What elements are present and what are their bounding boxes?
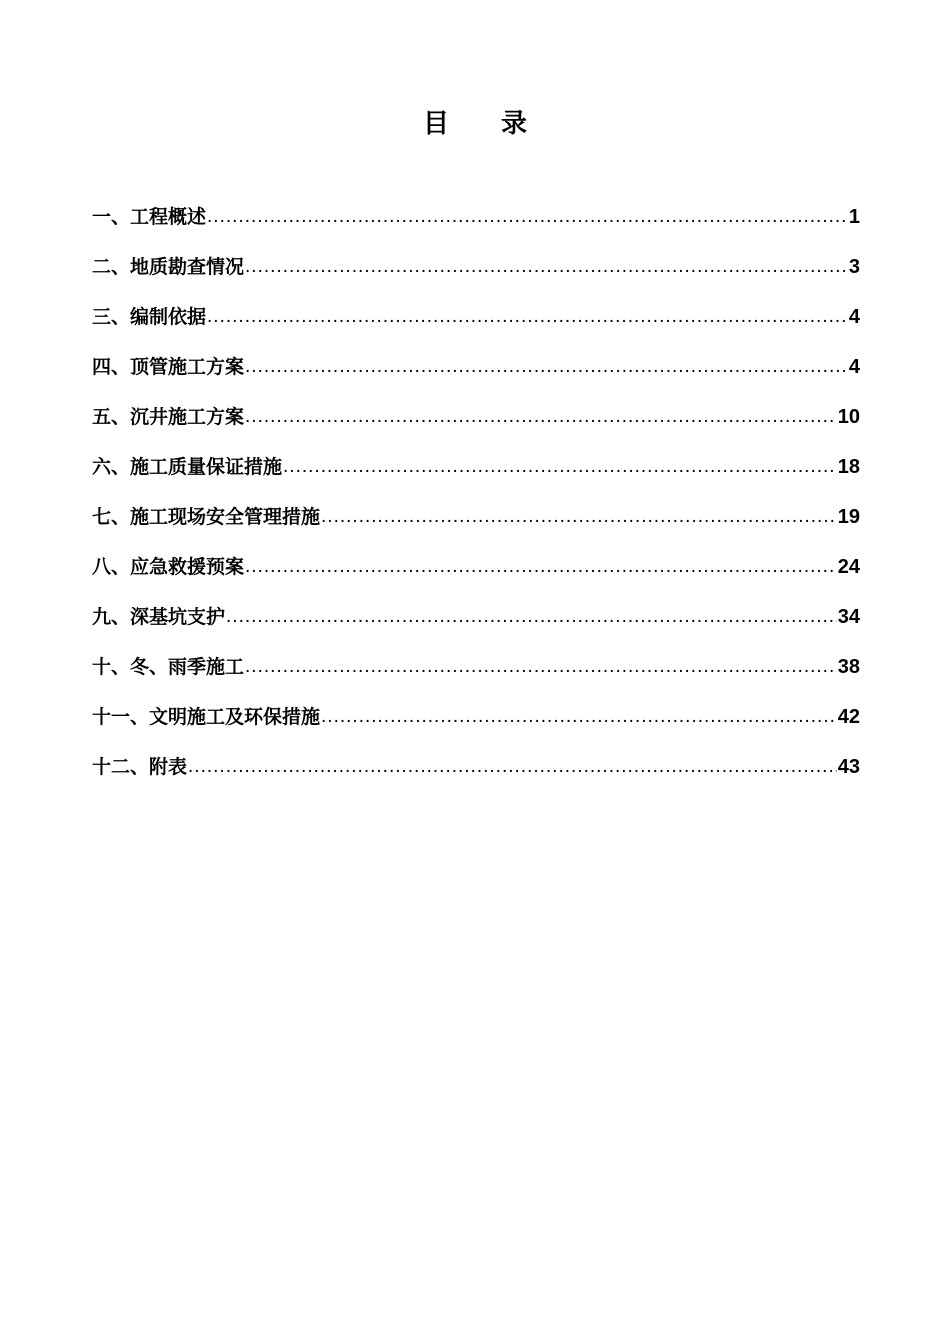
toc-entry-label: 八、应急救援预案 <box>92 556 245 578</box>
toc-entry-page: 34 <box>837 606 860 628</box>
toc-entry-page: 4 <box>848 306 860 328</box>
toc-entry-9[interactable] <box>92 580 860 630</box>
toc-entry-5[interactable] <box>92 380 860 430</box>
toc-entry-8[interactable] <box>92 530 860 580</box>
toc-entry-label: 六、施工质量保证措施 <box>92 456 283 478</box>
toc-entry-10[interactable] <box>92 630 860 680</box>
toc-entry-11[interactable] <box>92 680 860 730</box>
dot-leader <box>321 704 837 730</box>
dot-leader <box>245 404 837 430</box>
toc-entry-page: 42 <box>837 706 860 728</box>
toc-entry-3[interactable] <box>92 280 860 330</box>
toc-title <box>0 104 950 144</box>
dot-leader <box>188 754 837 780</box>
toc-title-char-2: 录 <box>501 109 528 139</box>
toc-entry-6[interactable] <box>92 430 860 480</box>
toc-entry-label: 十一、文明施工及环保措施 <box>92 706 321 728</box>
toc-entry-label: 五、沉井施工方案 <box>92 406 245 428</box>
toc-entry-2[interactable] <box>92 230 860 280</box>
toc-entry-page: 10 <box>837 406 860 428</box>
toc-entry-page: 1 <box>848 206 860 228</box>
toc-entry-label: 九、深基坑支护 <box>92 606 226 628</box>
toc-entry-page: 38 <box>837 656 860 678</box>
dot-leader <box>245 254 848 280</box>
toc-entry-page: 24 <box>837 556 860 578</box>
toc-entry-4[interactable] <box>92 330 860 380</box>
dot-leader <box>226 604 837 630</box>
toc-entry-label: 七、施工现场安全管理措施 <box>92 506 321 528</box>
dot-leader <box>207 204 848 230</box>
dot-leader <box>245 354 848 380</box>
toc-entry-label: 十二、附表 <box>92 756 188 778</box>
dot-leader <box>283 454 837 480</box>
toc-entry-label: 三、编制依据 <box>92 306 207 328</box>
toc-title-char-1: 目 <box>422 109 449 139</box>
toc-entry-7[interactable] <box>92 480 860 530</box>
toc-entry-page: 4 <box>848 356 860 378</box>
dot-leader <box>245 654 837 680</box>
toc-entry-1[interactable] <box>92 180 860 230</box>
toc-entry-12[interactable] <box>92 730 860 780</box>
dot-leader <box>207 304 848 330</box>
toc-entry-label: 四、顶管施工方案 <box>92 356 245 378</box>
toc-entry-label: 十、冬、雨季施工 <box>92 656 245 678</box>
dot-leader <box>245 554 837 580</box>
toc-list <box>92 180 860 780</box>
toc-entry-page: 3 <box>848 256 860 278</box>
toc-entry-page: 18 <box>837 456 860 478</box>
toc-entry-label: 二、地质勘查情况 <box>92 256 245 278</box>
toc-entry-page: 43 <box>837 756 860 778</box>
dot-leader <box>321 504 837 530</box>
toc-entry-label: 一、工程概述 <box>92 206 207 228</box>
toc-entry-page: 19 <box>837 506 860 528</box>
